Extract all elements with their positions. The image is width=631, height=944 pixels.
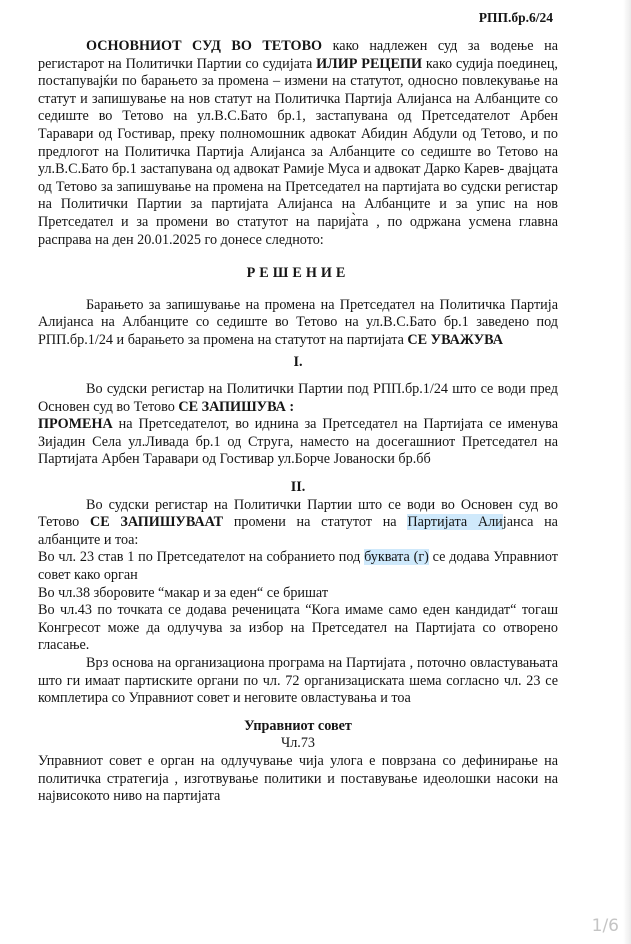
intro-paragraph: ОСНОВНИОТ СУД ВО ТЕТОВО како надлежен суд за водење на регистарот на Политички Партии со судијата ИЛИР РЕЦЕПИ како судија поединец, постапувајќи по барањето за промена – измени на статутот, односно повлекување на статут и запишување на нов статут на Политичка Партија Алијанса на Албанците со седиште во Тетово на ул.В.С.Бато бр.1, застапувана од Претседателот Арбен Таравари од Гостивар, преку полномошник адвокат Абидин Абдули од Тетово, и по предлогот на Политичка Партија Алијанса за Албанците со седиште во Тетово на ул.В.С.Бато бр.1 застапувана од адвокат Рамије Муса и адвокат Дарко Карев- двајцата од Тетово за запишување на промена на Претседател на партијата во судски регистар на Политички Партии за партијата Алијанса на Албанците и за упис на нов Претседател и за промени во статутот на парија̀та , по одржана усмена главна расправа на ден 20.01.2025 го донесе следното: [38, 38, 558, 248]
document-body [38, 38, 558, 806]
court-name: ОСНОВНИОТ СУД ВО ТЕТОВО [86, 38, 323, 54]
page-edge-shadow [623, 0, 631, 944]
section-numeral-1: I. [293, 353, 303, 370]
judge-name: ИЛИР РЕЦЕПИ [316, 55, 422, 72]
decision-title: РЕШЕНИЕ [246, 265, 350, 282]
council-paragraph: Управниот совет е орган на одлучување чија улога е поврзана со дефинирање на политичка стратегија , изготвување политики и поставување идеолошки насоки на највисокото ниво на партијата [38, 752, 558, 805]
section-numeral-2: II. [290, 479, 306, 496]
council-title: Управниот совет [244, 717, 352, 734]
amendment-line-4: Врз основа на организациона програма на Партијата , поточно овластувањата што ги имаат партиските органи по чл. 72 организациската шема согласно чл. 23 се комплетира со Управниот совет и неговите овластувања и тоа [38, 655, 558, 707]
council-article: Чл.73 [280, 735, 316, 752]
highlighted-text[interactable]: буквата (г) [364, 549, 429, 566]
ruling-paragraph: Барањето за запишување на промена на Претседател на Политичка Партија Алијанса на Албанците со седиште во Тетово на ул.В.С.Бато бр.1 заведено под РПП.бр.1/24 и барањето за промена на статутот на партијата СЕ УВАЖУВА [38, 296, 558, 348]
amendment-line-2: Во чл.38 зборовите “макар и за еден“ се бришат [38, 584, 329, 601]
document-number: РПП.бр.6/24 [478, 10, 553, 25]
amendment-line-3: Во чл.43 по точката се додава реченицата “Кога имаме само еден кандидат“ тогаш Конгресот може да одлучува за избор на Претседател на Партијата со отворено гласање. [38, 602, 558, 654]
ruling-verdict: СЕ УВАЖУВА [407, 331, 503, 348]
section-2-paragraph: Во судски регистар на Политички Партии што се води во Основен суд во Тетово СЕ ЗАПИШУВААТ промени на статутот на Партијата Алијанса на албанците и тоа: [38, 496, 558, 548]
highlighted-text[interactable]: Партијата Али [407, 514, 503, 531]
amendment-line-1: Во чл. 23 став 1 по Претседателот на собранието под буквата (г) се додава Управниот совет како орган [38, 549, 558, 584]
section-1-paragraph: Во судски регистар на Политички Партии под РПП.бр.1/24 што се води пред Основен суд во Тетово СЕ ЗАПИШУВА : ПРОМЕНА на Претседателот, во иднина за Претседател на Партијата се именува Зијадин Села ул.Ливада бр.1 од Струга, наместо на досегашниот Претседател на Партијата Арбен Таравари од Гостивар ул.Борче Јованоски бр.бб [38, 381, 558, 468]
page-indicator: 1/6 [591, 916, 619, 936]
